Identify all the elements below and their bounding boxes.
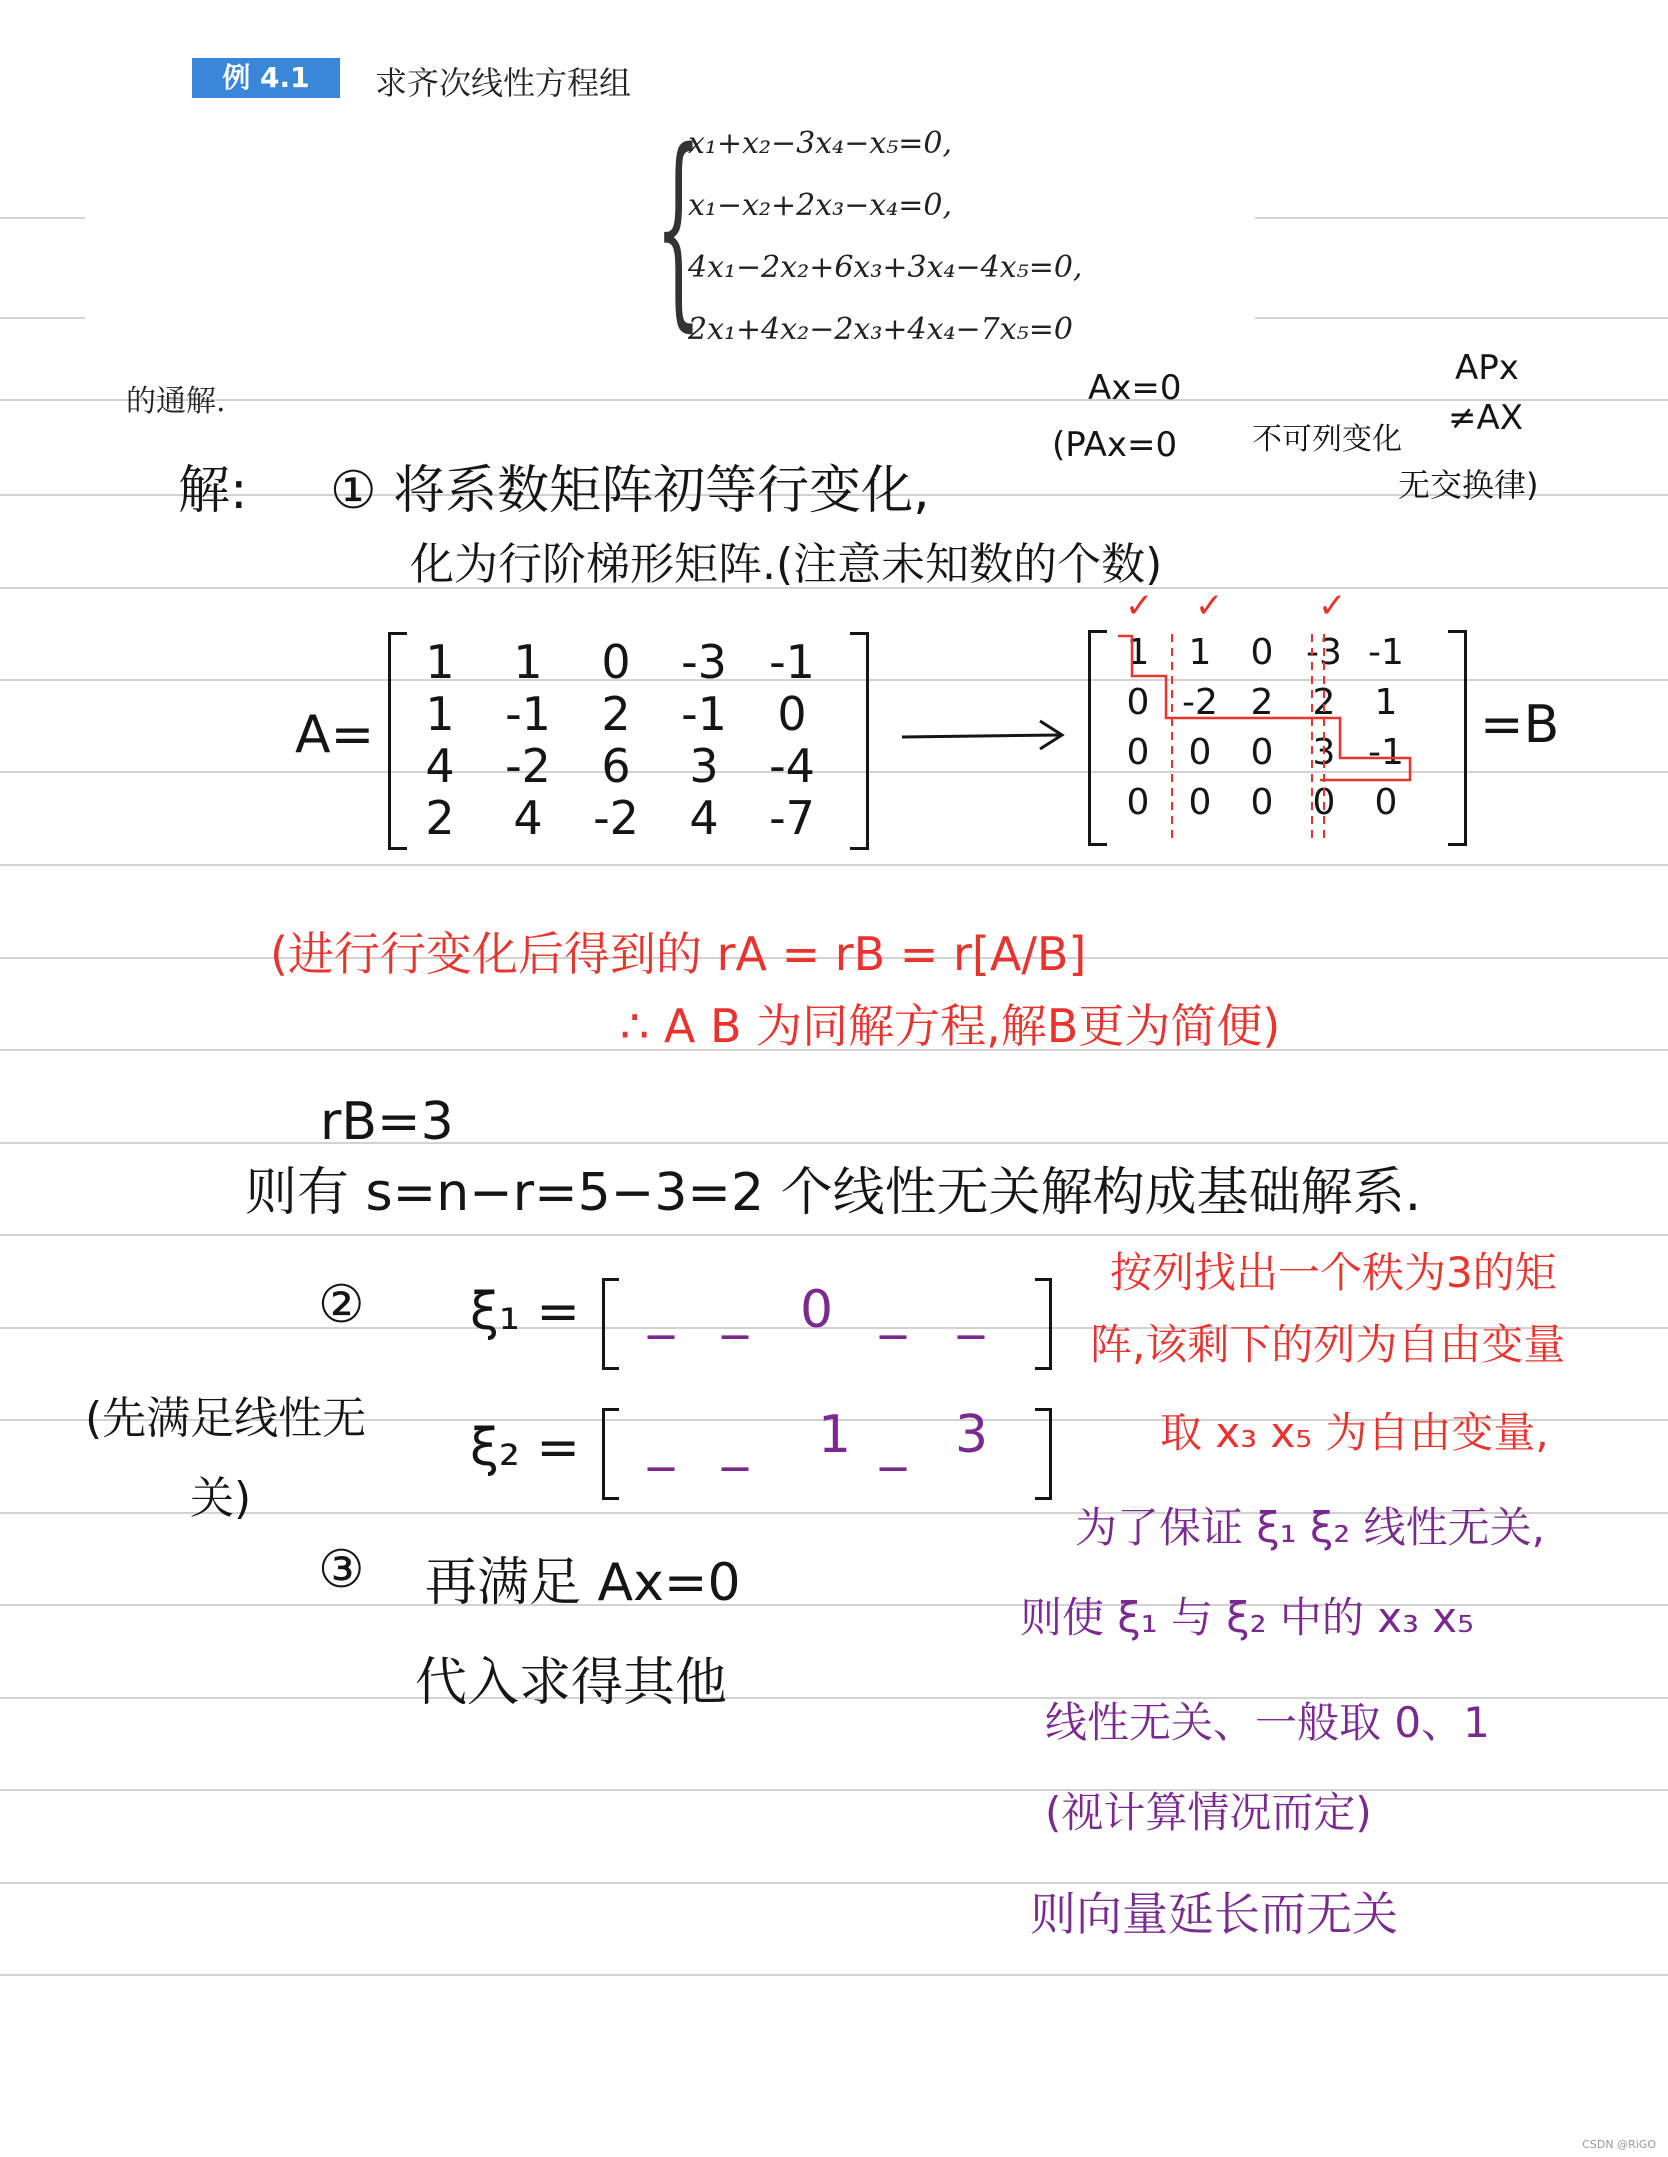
purple-note-4: (视计算情况而定)	[1045, 1788, 1372, 1837]
pivot-check-3: ✓	[1318, 586, 1347, 626]
matrix-cell: 1	[425, 687, 455, 741]
matrix-cell: 1	[1188, 632, 1212, 673]
matrix-cell: 0	[601, 635, 631, 689]
purple-note-3: 线性无关、一般取 0、1	[1045, 1698, 1490, 1747]
xi2-right-bracket	[1035, 1408, 1052, 1500]
matrix-cell: 2	[1312, 682, 1336, 723]
matrix-cell: 0	[1126, 682, 1150, 723]
equation-2: x₁−x₂+2x₃−x₄=0,	[688, 188, 953, 223]
xi2-entry-5: 3	[955, 1405, 989, 1465]
step3-marker: ③	[318, 1540, 365, 1600]
note-no-commutative: 无交换律)	[1398, 466, 1539, 504]
matrix-cell: 2	[1250, 682, 1274, 723]
red-right-note-1: 按列找出一个秩为3的矩	[1110, 1248, 1557, 1297]
matrix-cell: 2	[601, 687, 631, 741]
matrix-cell: -2	[593, 791, 639, 845]
matrix-cell: -3	[1306, 632, 1342, 673]
matrix-b-left-bracket	[1088, 630, 1107, 846]
matrix-cell: -1	[1368, 632, 1404, 673]
matrix-cell: -2	[505, 739, 551, 793]
matrix-a-left-bracket	[388, 632, 407, 850]
note-neq-ax: ≠AX	[1448, 398, 1524, 438]
purple-note-5: 则向量延长而无关	[1030, 1887, 1398, 1941]
xi2-entry-1: _	[648, 1412, 674, 1472]
purple-note-1: 为了保证 ξ₁ ξ₂ 线性无关,	[1075, 1503, 1545, 1552]
matrix-cell: 3	[1312, 732, 1336, 773]
staircase-guides	[1110, 630, 1460, 845]
equation-brace: {	[655, 105, 702, 350]
note-apx: APx	[1455, 348, 1519, 388]
step1-line1: ① 将系数矩阵初等行变化,	[330, 461, 930, 521]
matrix-cell: 1	[1126, 632, 1150, 673]
solve-label: 解:	[178, 461, 248, 521]
matrix-cell: 4	[689, 791, 719, 845]
watermark: CSDN @RiGO	[1582, 2138, 1656, 2151]
matrix-cell: 0	[1250, 782, 1274, 823]
xi1-left-bracket	[602, 1278, 619, 1370]
example-badge: 例 4.1	[192, 58, 340, 98]
matrix-cell: -1	[681, 687, 727, 741]
matrix-cell: 0	[1126, 732, 1150, 773]
note-ax: Ax=0	[1088, 368, 1182, 408]
matrix-cell: -1	[769, 635, 815, 689]
matrix-cell: 1	[425, 635, 455, 689]
matrix-cell: -3	[681, 635, 727, 689]
equation-3: 4x₁−2x₂+6x₃+3x₄−4x₅=0,	[688, 250, 1083, 285]
matrix-cell: -1	[505, 687, 551, 741]
step1-line2: 化为行阶梯形矩阵.(注意未知数的个数)	[410, 539, 1163, 590]
matrix-cell: 6	[601, 739, 631, 793]
left-note-line2: 关)	[190, 1473, 252, 1524]
step3-line2: 代入求得其他	[415, 1653, 728, 1713]
xi1-label: ξ₁ =	[470, 1282, 580, 1342]
matrix-cell: 4	[513, 791, 543, 845]
matrix-cell: 0	[1188, 732, 1212, 773]
step2-marker: ②	[318, 1275, 365, 1335]
step3-line1: 再满足 Ax=0	[425, 1553, 741, 1613]
matrix-cell: 0	[1188, 782, 1212, 823]
pivot-check-1: ✓	[1125, 586, 1154, 626]
xi1-entry-1: _	[648, 1280, 674, 1340]
matrix-a-right-bracket	[850, 632, 869, 850]
xi2-entry-4: _	[880, 1412, 906, 1472]
equation-4: 2x₁+4x₂−2x₃+4x₄−7x₅=0	[688, 312, 1073, 347]
xi1-entry-3: 0	[800, 1280, 834, 1340]
matrix-cell: -1	[1368, 732, 1404, 773]
xi1-entry-5: _	[958, 1280, 984, 1340]
matrix-cell: 0	[1250, 632, 1274, 673]
problem-prompt: 求齐次线性方程组	[375, 64, 632, 102]
red-note-line1: (进行行变化后得到的 rA = rB = r[A/B]	[270, 927, 1087, 981]
matrix-a-label: A=	[295, 705, 375, 765]
matrix-cell: 0	[1126, 782, 1150, 823]
red-note-line2: ∴ A B 为同解方程,解B更为简便)	[620, 999, 1281, 1053]
matrix-cell: 1	[1374, 682, 1398, 723]
matrix-cell: -2	[1182, 682, 1218, 723]
matrix-cell: -4	[769, 739, 815, 793]
matrix-cell: -7	[769, 791, 815, 845]
note-not-column: 不可列变化	[1252, 422, 1402, 457]
matrix-cell: 3	[689, 739, 719, 793]
purple-note-2: 则使 ξ₁ 与 ξ₂ 中的 x₃ x₅	[1020, 1593, 1475, 1642]
matrix-b-label: =B	[1480, 695, 1560, 755]
rank-b: rB=3	[320, 1092, 454, 1152]
matrix-cell: 0	[1374, 782, 1398, 823]
xi2-label: ξ₂ =	[470, 1418, 580, 1478]
matrix-cell: 1	[513, 635, 543, 689]
left-note-line1: (先满足线性无	[85, 1393, 367, 1444]
solution-count-line: 则有 s=n−r=5−3=2 个线性无关解构成基础解系.	[245, 1163, 1422, 1223]
matrix-cell: 4	[425, 739, 455, 793]
problem-tail: 的通解.	[126, 384, 226, 419]
matrix-cell: 0	[777, 687, 807, 741]
xi1-entry-2: _	[722, 1280, 748, 1340]
xi2-entry-2: _	[722, 1412, 748, 1472]
matrix-cell: 0	[1250, 732, 1274, 773]
red-right-note-2: 阵,该剩下的列为自由变量	[1090, 1320, 1566, 1369]
matrix-cell: 2	[425, 791, 455, 845]
xi1-entry-4: _	[880, 1280, 906, 1340]
matrix-cell: 0	[1312, 782, 1336, 823]
equation-1: x₁+x₂−3x₄−x₅=0,	[688, 126, 953, 161]
pivot-check-2: ✓	[1195, 586, 1224, 626]
xi2-left-bracket	[602, 1408, 619, 1500]
note-pax: (PAx=0	[1052, 425, 1178, 465]
xi2-entry-3: 1	[818, 1405, 852, 1465]
xi1-right-bracket	[1035, 1278, 1052, 1370]
red-right-note-3: 取 x₃ x₅ 为自由变量,	[1160, 1408, 1549, 1457]
arrow-icon	[900, 715, 1070, 755]
